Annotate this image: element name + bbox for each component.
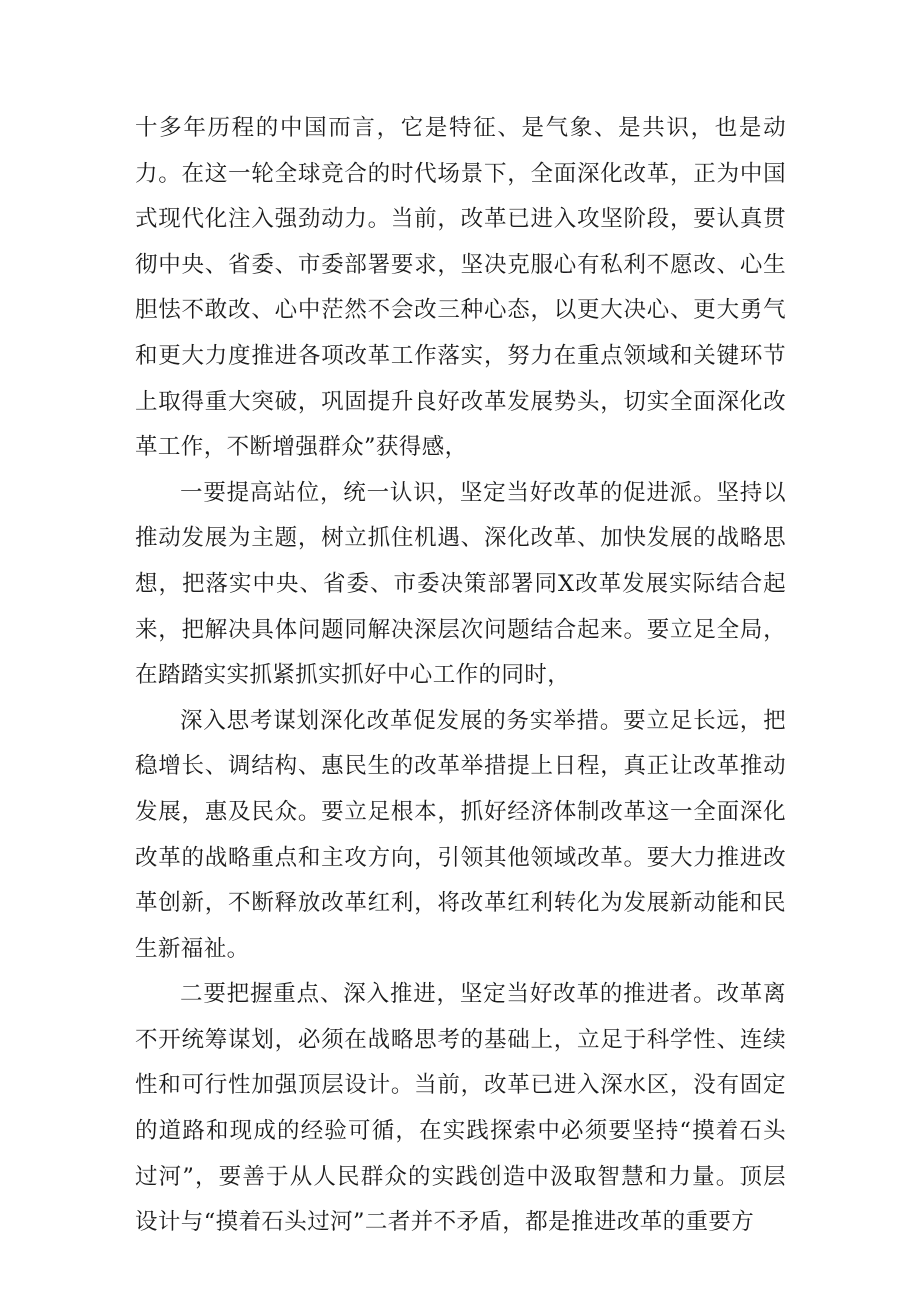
- paragraph-2: 一要提高站位，统一认识，坚定当好改革的促进派。坚持以推动发展为主题，树立抓住机遇、深化改革、加快发展的战略思想，把落实中央、省委、市委决策部署同X改革发展实际结合起来，把解决具体问题同解决深层次问题结合起来。要立足全局，在踏踏实实抓紧抓实抓好中心工作的同时，: [135, 479, 786, 689]
- paragraph-1: 十多年历程的中国而言，它是特征、是气象、是共识，也是动力。在这一轮全球竞合的时代场景下，全面深化改革，正为中国式现代化注入强劲动力。当前，改革已进入攻坚阶段，要认真贯彻中央、省委、市委部署要求，坚决克服心有私利不愿改、心生胆怯不敢改、心中茫然不会改三种心态，以更大决心、更大勇气和更大力度推进各项改革工作落实，努力在重点领域和关键环节上取得重大突破，巩固提升良好改革发展势头，切实全面深化改革工作，不断增强群众”获得感，: [135, 115, 786, 461]
- paragraph-4: 二要把握重点、深入推进，坚定当好改革的推进者。改革离不开统筹谋划，必须在战略思考的基础上，立足于科学性、连续性和可行性加强顶层设计。当前，改革已进入深水区，没有固定的道路和现成的经验可循，在实践探索中必须要坚持“摸着石头过河”，要善于从人民群众的实践创造中汲取智慧和力量。顶层设计与“摸着石头过河”二者并不矛盾，都是推进改革的重要方: [135, 981, 786, 1236]
- document-body: [135, 106, 786, 1246]
- paragraph-3: 深入思考谋划深化改革促发展的务实举措。要立足长远，把稳增长、调结构、惠民生的改革举措提上日程，真正让改革推动发展，惠及民众。要立足根本，抓好经济体制改革这一全面深化改革的战略重点和主攻方向，引领其他领域改革。要大力推进改革创新，不断释放改革红利，将改革红利转化为发展新动能和民生新福祉。: [135, 707, 786, 962]
